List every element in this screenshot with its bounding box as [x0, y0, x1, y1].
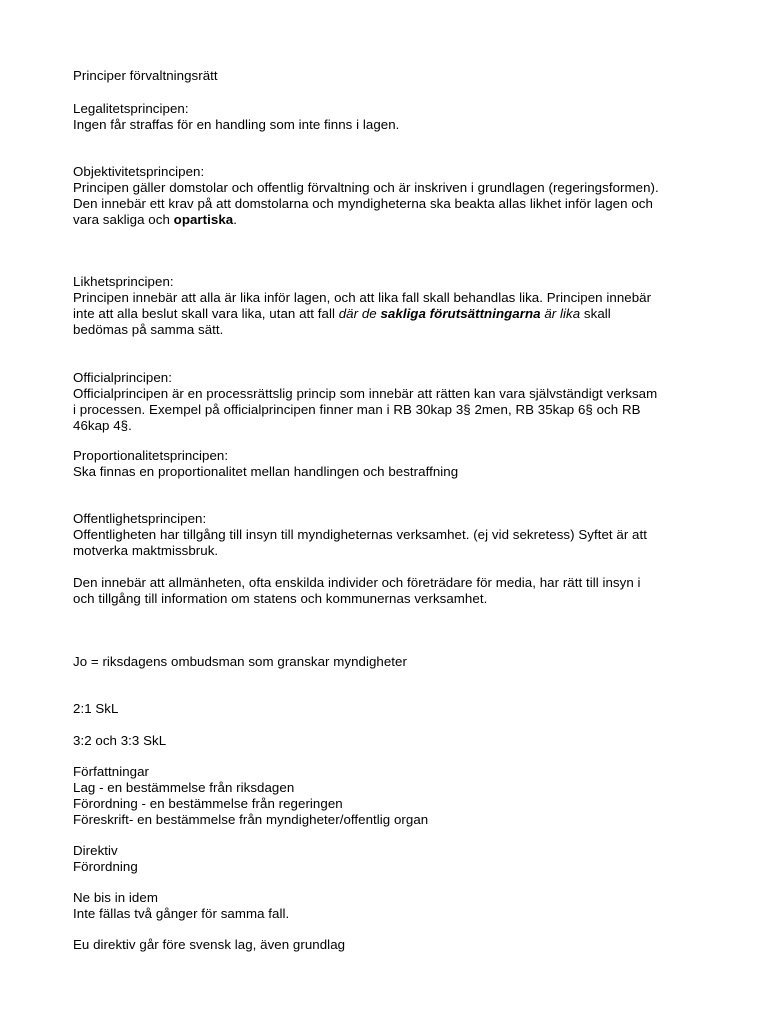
nebis-text-2: Inte fällas två gånger för samma fall.: [73, 906, 290, 921]
likhet-text-3: bedömas på samma sätt.: [73, 322, 224, 337]
direktiv-text-1: Direktiv: [73, 843, 118, 858]
official-text-2: i processen. Exempel på officialprincipen finner man i RB 30kap 3§ 2men, RB 35kap 6§ och RB: [73, 402, 641, 417]
official-text-3: 46kap 4§.: [73, 418, 132, 433]
offentlighet-text-3: Den innebär att allmänheten, ofta enskilda individer och företrädare för media, har rätt till insyn i: [73, 575, 641, 590]
likhet-text-2a: inte att alla beslut skall vara lika, utan att fall: [73, 306, 339, 321]
objektivitet-heading: Objektivitetsprincipen:: [73, 164, 205, 179]
offentlighet-text-2: motverka maktmissbruk.: [73, 543, 219, 558]
official-text-1: Officialprincipen är en processrättslig princip som innebär att rätten kan vara självständigt verksam: [73, 386, 658, 401]
nebis-text-1: Ne bis in idem: [73, 890, 158, 905]
offentlighet-text-4: och tillgång till information om statens och kommunernas verksamhet.: [73, 591, 488, 606]
likhet-text-1: Principen innebär att alla är lika inför lagen, och att lika fall skall behandlas lika. Principen innebär: [73, 290, 652, 305]
proportionalitet-text: Ska finnas en proportionalitet mellan handlingen och bestraffning: [73, 464, 459, 479]
likhet-heading: Likhetsprincipen:: [73, 274, 174, 289]
jo-text: Jo = riksdagens ombudsman som granskar myndigheter: [73, 654, 407, 669]
objektivitet-text-3a: vara sakliga och: [73, 212, 174, 227]
objektivitet-text-3b: .: [233, 212, 237, 227]
legalitet-heading: Legalitetsprincipen:: [73, 101, 189, 116]
likhet-bold-italic: sakliga förutsättningarna: [380, 306, 541, 321]
proportionalitet-heading: Proportionalitetsprincipen:: [73, 448, 229, 463]
forfattningar-text-2: Förordning - en bestämmelse från regeringen: [73, 796, 343, 811]
forfattningar-text-3: Föreskrift- en bestämmelse från myndigheter/offentlig organ: [73, 812, 429, 827]
likhet-text-2b: skall: [580, 306, 611, 321]
eu-text: Eu direktiv går före svensk lag, även grundlag: [73, 937, 346, 952]
document-title: Principer förvaltningsrätt: [73, 68, 218, 83]
skl-ref-2: 3:2 och 3:3 SkL: [73, 733, 167, 748]
direktiv-text-2: Förordning: [73, 859, 138, 874]
objektivitet-bold-term: opartiska: [173, 212, 234, 227]
forfattningar-heading: Författningar: [73, 764, 150, 779]
offentlighet-text-1: Offentligheten har tillgång till insyn till myndigheternas verksamhet. (ej vid sekretess) Syftet är att: [73, 527, 647, 542]
objektivitet-text-2: Den innebär ett krav på att domstolarna och myndigheterna ska beakta allas likhet inför lagen och: [73, 196, 653, 211]
official-heading: Officialprincipen:: [73, 370, 172, 385]
likhet-italic-2: är lika: [540, 306, 581, 321]
objektivitet-text-3: [73, 212, 237, 228]
legalitet-text: Ingen får straffas för en handling som inte finns i lagen.: [73, 117, 400, 132]
objektivitet-text-1: Principen gäller domstolar och offentlig förvaltning och är inskriven i grundlagen (regeringsformen).: [73, 180, 659, 195]
forfattningar-text-1: Lag - en bestämmelse från riksdagen: [73, 780, 295, 795]
offentlighet-heading: Offentlighetsprincipen:: [73, 511, 207, 526]
likhet-italic-1: där de: [338, 306, 381, 321]
skl-ref-1: 2:1 SkL: [73, 701, 119, 716]
likhet-text-2: [73, 306, 611, 322]
